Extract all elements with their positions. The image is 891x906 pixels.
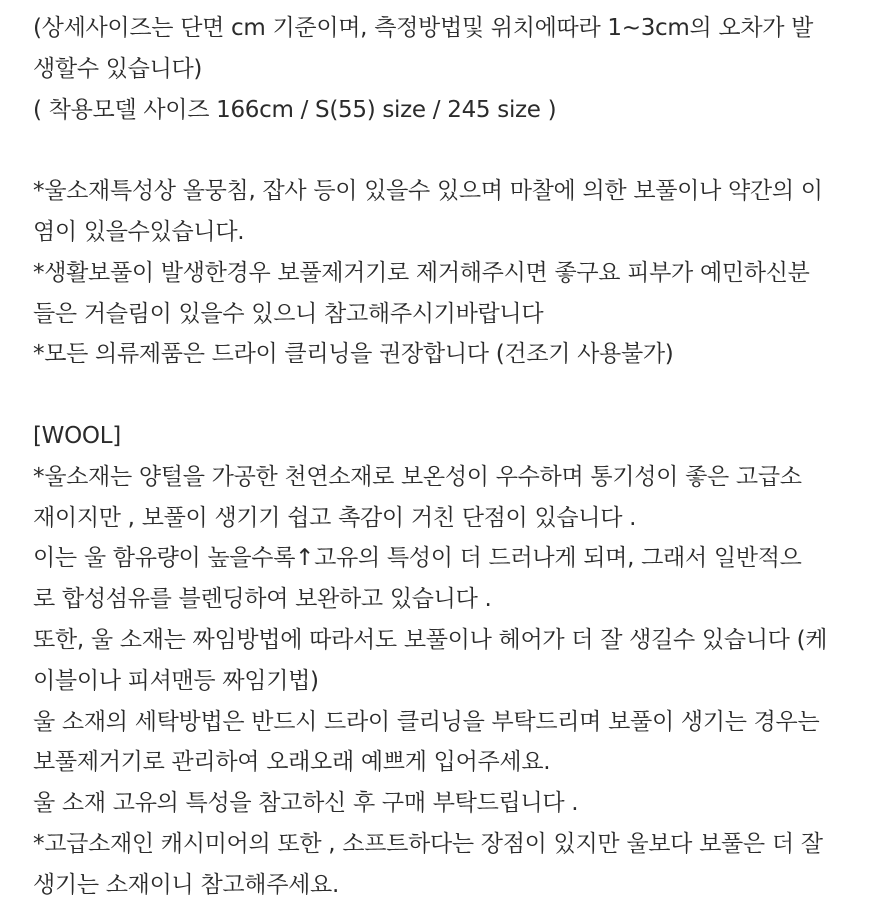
text-line: 울 소재의 세탁방법은 반드시 드라이 클리닝을 부탁드리며 보풀이 생기는 경우는 xyxy=(33,708,820,735)
text-line: 로 합성섬유를 블렌딩하여 보완하고 있습니다 . xyxy=(33,586,492,613)
blank-line xyxy=(33,130,883,171)
text-line: *울소재는 양털을 가공한 천연소재로 보온성이 우수하며 통기성이 좋은 고급소 xyxy=(33,463,802,490)
notice-text-block xyxy=(33,8,883,906)
text-line: 재이지만 , 보풀이 생기기 쉽고 촉감이 거친 단점이 있습니다 . xyxy=(33,504,637,531)
text-line: 생기는 소재이니 참고해주세요. xyxy=(33,871,339,898)
text-line: 보풀제거기로 관리하여 오래오래 예쁘게 입어주세요. xyxy=(33,749,551,776)
text-line: 이블이나 피셔맨등 짜임기법) xyxy=(33,667,319,694)
blank-line xyxy=(33,375,883,416)
text-line: *울소재특성상 올뭉침, 잡사 등이 있을수 있으며 마찰에 의한 보풀이나 약간의 이 xyxy=(33,178,823,205)
text-line: *생활보풀이 발생한경우 보풀제거기로 제거해주시면 좋구요 피부가 예민하신분 xyxy=(33,259,810,286)
text-line: 염이 있을수있습니다. xyxy=(33,218,245,245)
text-line: [WOOL] xyxy=(33,422,121,449)
text-line: *모든 의류제품은 드라이 클리닝을 권장합니다 (건조기 사용불가) xyxy=(33,341,674,368)
text-line: 또한, 울 소재는 짜임방법에 따라서도 보풀이나 헤어가 더 잘 생길수 있습니다 (케 xyxy=(33,626,828,653)
text-line: 울 소재 고유의 특성을 참고하신 후 구매 부탁드립니다 . xyxy=(33,790,579,817)
text-line: (상세사이즈는 단면 cm 기준이며, 측정방법및 위치에따라 1~3cm의 오차가 발 xyxy=(33,15,814,41)
text-line: 이는 울 함유량이 높을수록↑고유의 특성이 더 드러나게 되며, 그래서 일반적으 xyxy=(33,545,802,572)
text-line: ( 착용모델 사이즈 166cm / S(55) size / 245 size ) xyxy=(33,96,557,123)
text-line: 들은 거슬림이 있을수 있으니 참고해주시기바랍니다 xyxy=(33,300,544,327)
text-line: 생할수 있습니다) xyxy=(33,55,203,82)
text-line: *고급소재인 캐시미어의 또한 , 소프트하다는 장점이 있지만 울보다 보풀은 더 잘 xyxy=(33,830,823,857)
